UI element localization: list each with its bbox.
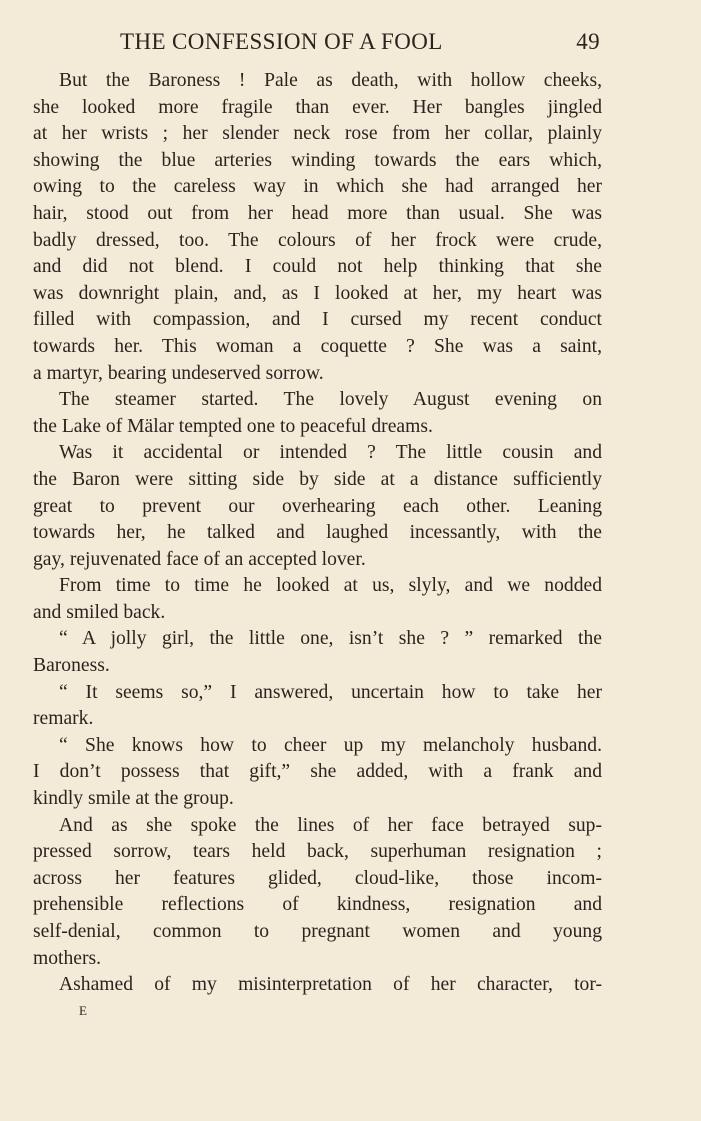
text-line: the Baron were sitting side by side at a distance sufficiently (33, 468, 602, 490)
text-line: And as she spoke the lines of her face betrayed sup- (59, 814, 602, 836)
text-line: towards her, he talked and laughed incessantly, with the (33, 522, 602, 544)
text-line: and smiled back. (33, 601, 166, 623)
text-line: great to prevent our overhearing each other. Leaning (33, 495, 602, 517)
text-line: Baroness. (33, 655, 110, 677)
text-line: filled with compassion, and I cursed my recent conduct (33, 309, 602, 331)
text-line: “ It seems so,” I answered, uncertain how to take her (59, 681, 602, 703)
text-line: at her wrists ; her slender neck rose from her collar, plainly (33, 123, 602, 145)
running-title: THE CONFESSION OF A FOOL (120, 29, 443, 54)
text-line: and did not blend. I could not help thinking that she (33, 256, 602, 278)
text-line: kindly smile at the group. (33, 788, 234, 810)
text-line: “ A jolly girl, the little one, isn’t she ? ” remarked the (59, 628, 602, 650)
text-line: a martyr, bearing undeserved sorrow. (33, 362, 324, 384)
text-line: was downright plain, and, as I looked at her, my heart was (33, 282, 602, 304)
text-line: self-denial, common to pregnant women and young (33, 921, 602, 942)
text-line: she looked more fragile than ever. Her bangles jingled (33, 96, 602, 118)
text-line: gay, rejuvenated face of an accepted lover. (33, 548, 366, 570)
text-line: remark. (33, 708, 94, 730)
text-line: owing to the careless way in which she had arranged her (33, 176, 602, 198)
page-number: 49 (576, 29, 600, 54)
text-line: hair, stood out from her head more than usual. She was (33, 202, 602, 224)
text-line: showing the blue arteries winding towards the ears which, (33, 149, 602, 171)
text-line: the Lake of Mälar tempted one to peaceful dreams. (33, 415, 433, 437)
text-line: across her features glided, cloud-like, those incom- (33, 867, 602, 889)
body-text (33, 68, 602, 999)
text-line: “ She knows how to cheer up my melancholy husband. (59, 734, 602, 756)
text-line: Was it accidental or intended ? The little cousin and (59, 442, 602, 464)
text-line: badly dressed, too. The colours of her frock were crude, (33, 229, 602, 251)
text-line: mothers. (33, 947, 102, 969)
text-line: prehensible reflections of kindness, resignation and (33, 894, 602, 916)
text-line: towards her. This woman a coquette ? She was a saint, (33, 335, 602, 357)
running-head (120, 29, 600, 59)
text-line: Ashamed of my misinterpretation of her character, tor- (59, 974, 602, 996)
text-line: From time to time he looked at us, slyly, and we nodded (59, 575, 602, 597)
text-line: The steamer started. The lovely August evening on (59, 389, 602, 411)
text-line: I don’t possess that gift,” she added, with a frank and (33, 761, 602, 783)
text-line: pressed sorrow, tears held back, superhuman resignation ; (33, 841, 602, 863)
signature-mark: E (79, 1003, 88, 1018)
text-line: But the Baroness ! Pale as death, with hollow cheeks, (59, 70, 602, 91)
